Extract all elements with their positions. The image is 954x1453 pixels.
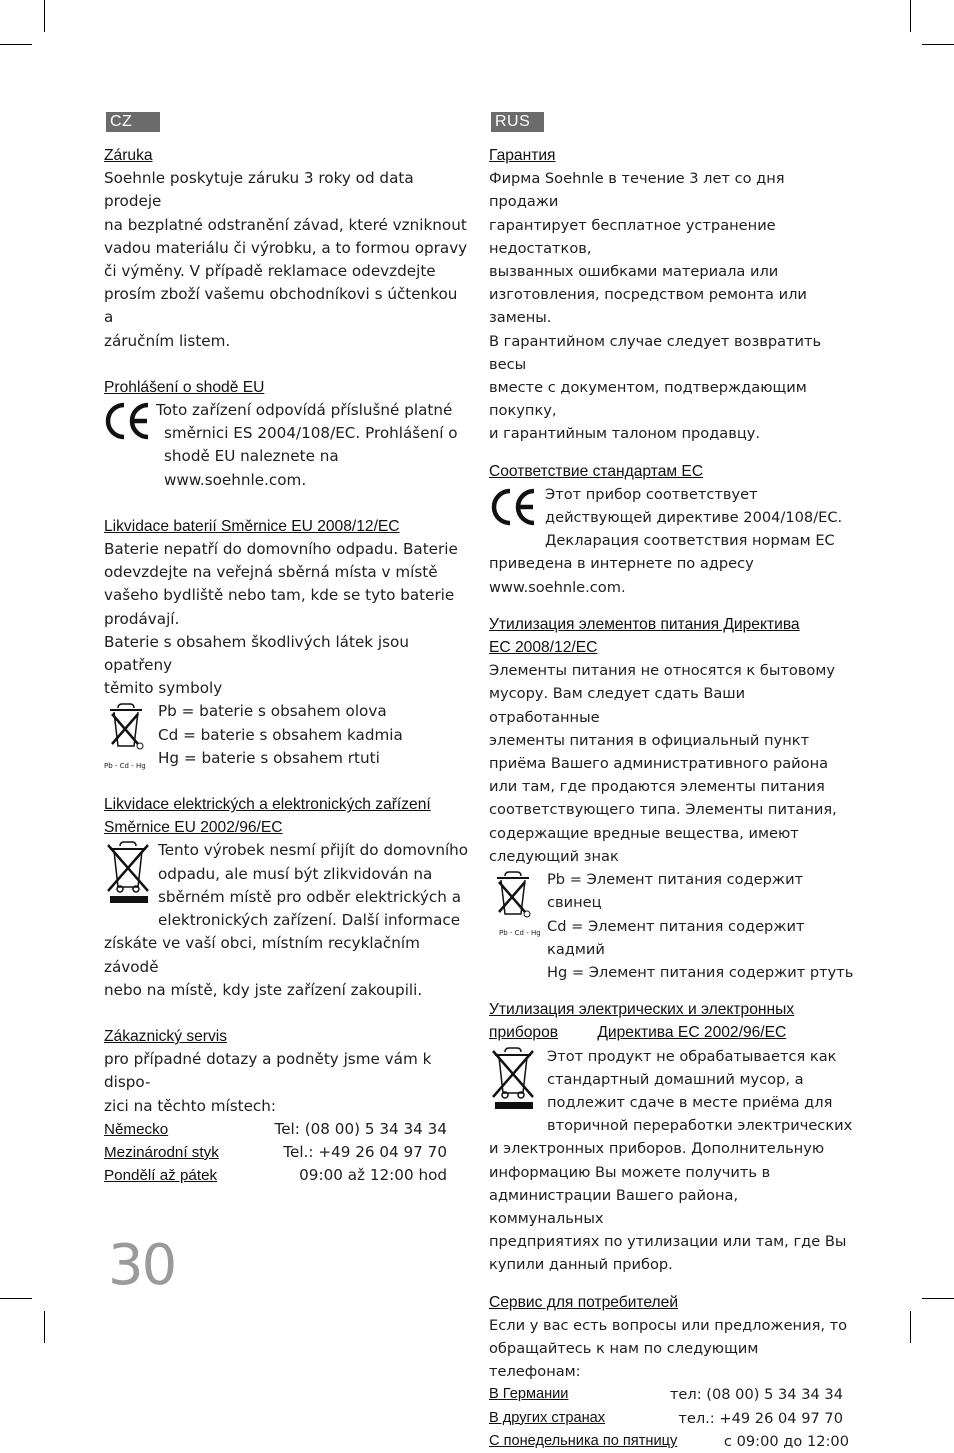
cz-service-section <box>104 1025 470 1187</box>
text-line: prosím zboží vašemu obchodníkovi s účtenkou a <box>104 285 458 327</box>
service-value: с 09:00 до 12:00 <box>723 1432 849 1450</box>
battery-disposal-icon <box>104 700 158 769</box>
text-line: Baterie s obsahem škodlivých látek jsou opatřeny <box>104 632 409 675</box>
section-heading: Директива ЕС 2002/96/EC <box>597 1024 787 1042</box>
section-heading: Соответствие стандартам ЕС <box>489 462 704 480</box>
section-heading: приборов <box>489 1024 559 1042</box>
rus-service-section <box>489 1291 854 1453</box>
text-line: информацию Вы можете получить в <box>489 1163 771 1181</box>
text-line: Если у вас есть вопросы или предложения, то <box>489 1316 848 1334</box>
crop-mark <box>0 44 32 45</box>
text-line: Декларация соответствия нормам ЕС <box>545 532 835 550</box>
text-line: prodávají. <box>104 609 180 628</box>
section-heading: Утилизация элементов питания Директива <box>489 615 800 633</box>
text-line: těmito symboly <box>104 679 223 698</box>
service-row <box>489 1407 843 1430</box>
text-line: соответствующего типа. Элементы питания, <box>489 801 837 819</box>
cz-column <box>104 110 470 1187</box>
text-line: содержащие вредные вещества, имеют <box>489 824 799 842</box>
service-row <box>104 1141 447 1164</box>
text-line: изготовления, посредством ремонта или замены. <box>489 286 807 327</box>
section-heading: Likvidace elektrických a elektronických zařízení <box>104 796 431 814</box>
section-heading: Гарантия <box>489 147 556 164</box>
language-tag-cz: CZ <box>106 112 160 132</box>
section-heading: Záruka <box>104 147 153 164</box>
icon-caption: Pb - Cd - Hg <box>104 761 146 770</box>
service-row <box>489 1383 843 1406</box>
service-value: тел: (08 00) 5 34 34 34 <box>669 1386 843 1404</box>
text-line: sběrném místě pro odběr elektrických a <box>158 887 462 906</box>
text-line: подлежит сдаче в месте приёма для <box>547 1093 833 1111</box>
text-line: Cd = Элемент питания содержит кадмий <box>547 917 805 958</box>
text-line: действующей директиве 2004/108/EC. <box>545 509 843 527</box>
text-line: elektronických zařízení. Další informace <box>158 911 461 930</box>
text-line: вызванных ошибками материала или <box>489 263 779 281</box>
rus-warranty-section <box>489 144 854 446</box>
section-heading: Сервис для потребителей <box>489 1293 679 1311</box>
crop-mark <box>910 0 911 32</box>
text-line: и электронных приборов. Дополнительную <box>489 1140 825 1158</box>
service-label: Pondělí až pátek <box>104 1167 218 1185</box>
text-line: Soehnle poskytuje záruku 3 roky od data prodeje <box>104 169 414 211</box>
text-line: získáte ve vaší obci, místním recyklačním závodě <box>104 934 420 976</box>
text-line: na bezplatné odstranění závad, které vzniknout <box>104 215 467 234</box>
service-value: тел.: +49 26 04 97 70 <box>678 1409 843 1427</box>
text-line: Cd = baterie s obsahem kadmia <box>158 725 403 744</box>
crop-mark <box>44 1311 45 1343</box>
text-line: zici na těchto místech: <box>104 1096 277 1115</box>
text-line: гарантирует бесплатное устранение недостатков, <box>489 216 776 257</box>
service-row <box>104 1118 447 1141</box>
service-row <box>104 1164 447 1187</box>
text-line: Элементы питания не относятся к бытовому <box>489 662 835 680</box>
ce-mark-icon <box>104 399 156 448</box>
crop-mark <box>922 44 954 45</box>
text-line: vadou materiálu či výrobku, a to formou opravy <box>104 238 468 257</box>
text-line: odevzdejte na veřejná sběrná místa v místě <box>104 563 438 582</box>
crop-mark <box>44 0 45 32</box>
rus-column <box>489 110 854 1453</box>
cz-conformity-section <box>104 376 470 492</box>
crop-mark <box>910 1311 911 1343</box>
text-line: odpadu, ale musí být zlikvidován na <box>158 864 433 883</box>
text-line: www.soehnle.com. <box>164 470 307 489</box>
page-number: 30 <box>108 1233 176 1298</box>
crop-mark <box>0 1298 32 1299</box>
service-value: 09:00 až 12:00 hod <box>299 1166 447 1185</box>
text-line: Pb = Элемент питания содержит свинец <box>547 871 804 912</box>
section-heading: Prohlášení o shodě EU <box>104 378 265 396</box>
section-heading: Утилизация электрических и электронных <box>489 1001 795 1019</box>
text-line: вторичной переработки электрических <box>547 1117 853 1135</box>
text-line: купили данный прибор. <box>489 1256 673 1274</box>
text-line: следующий знак <box>489 847 619 865</box>
service-label: В других странах <box>489 1409 606 1426</box>
text-line: стандартный домашний мусор, а <box>547 1070 804 1088</box>
text-line: администрации Вашего района, коммунальных <box>489 1186 739 1227</box>
text-line: pro případné dotazy a podněty jsme vám k dispo- <box>104 1050 432 1092</box>
ce-mark-icon <box>489 483 545 534</box>
text-line: Фирма Soehnle в течение 3 лет со дня продажи <box>489 170 785 211</box>
language-tag-rus: RUS <box>491 112 544 132</box>
section-heading: Likvidace baterií Směrnice EU 2008/12/EC <box>104 517 400 535</box>
text-line: nebo na místě, kdy jste zařízení zakoupili. <box>104 980 423 999</box>
section-heading: ЕС 2008/12/EC <box>489 639 598 657</box>
text-line: приведена в интернете по адресу <box>489 555 754 573</box>
text-line: мусору. Вам следует сдать Ваши отработанные <box>489 685 746 726</box>
weee-bin-icon <box>104 839 158 912</box>
rus-weee-section <box>489 998 854 1276</box>
service-label: Mezinárodní styk <box>104 1143 219 1161</box>
text-line: Baterie nepatří do domovního odpadu. Baterie <box>104 540 458 559</box>
text-line: směrnici ES 2004/108/EC. Prohlášení o <box>164 424 458 443</box>
text-line: элементы питания в официальный пункт <box>489 731 810 749</box>
text-line: вместе с документом, подтверждающим покупку, <box>489 379 807 420</box>
text-line: shodě EU naleznete na <box>164 447 339 466</box>
service-row <box>489 1430 849 1453</box>
text-line: Tento výrobek nesmí přijít do domovního <box>158 841 469 860</box>
text-line: приёма Вашего административного района <box>489 755 829 773</box>
text-line: záručním listem. <box>104 331 231 350</box>
rus-battery-section <box>489 613 854 984</box>
text-line: предприятиях по утилизации или там, где Вы <box>489 1233 847 1251</box>
text-line: Pb = baterie s obsahem olova <box>158 702 387 721</box>
text-line: Этот продукт не обрабатывается как <box>547 1047 837 1065</box>
cz-warranty-section <box>104 144 470 353</box>
cz-battery-section <box>104 515 470 770</box>
service-value: Tel: (08 00) 5 34 34 34 <box>274 1119 447 1138</box>
text-line: www.soehnle.com. <box>489 578 626 596</box>
text-line: či výměny. V případě reklamace odevzdejte <box>104 262 436 281</box>
service-label: В Германии <box>489 1386 569 1403</box>
text-line: или там, где продаются элементы питания <box>489 778 825 796</box>
section-heading: Směrnice EU 2002/96/EC <box>104 819 283 837</box>
text-line: и гарантийным талоном продавцу. <box>489 425 761 443</box>
weee-bin-icon <box>489 1045 547 1118</box>
service-label: Německo <box>104 1120 169 1138</box>
text-line: vašeho bydliště nebo tam, kde se tyto baterie <box>104 586 455 605</box>
text-line: В гарантийном случае следует возвратить весы <box>489 332 822 373</box>
rus-conformity-section <box>489 460 854 599</box>
battery-disposal-icon <box>489 868 547 937</box>
text-line: Hg = baterie s obsahem rtuti <box>158 748 380 767</box>
service-label: С понедельника по пятницу <box>489 1432 678 1449</box>
icon-caption: Pb - Cd - Hg <box>499 929 541 938</box>
text-line: обращайтесь к нам по следующим телефонам: <box>489 1339 759 1381</box>
service-value: Tel.: +49 26 04 97 70 <box>283 1142 447 1161</box>
cz-weee-section <box>104 793 470 1002</box>
text-line: Этот прибор соответствует <box>545 485 758 503</box>
text-line: Toto zařízení odpovídá příslušné platné <box>156 401 453 420</box>
section-heading: Zákaznický servis <box>104 1027 228 1045</box>
text-line: Hg = Элемент питания содержит ртуть <box>547 963 854 981</box>
crop-mark <box>922 1298 954 1299</box>
